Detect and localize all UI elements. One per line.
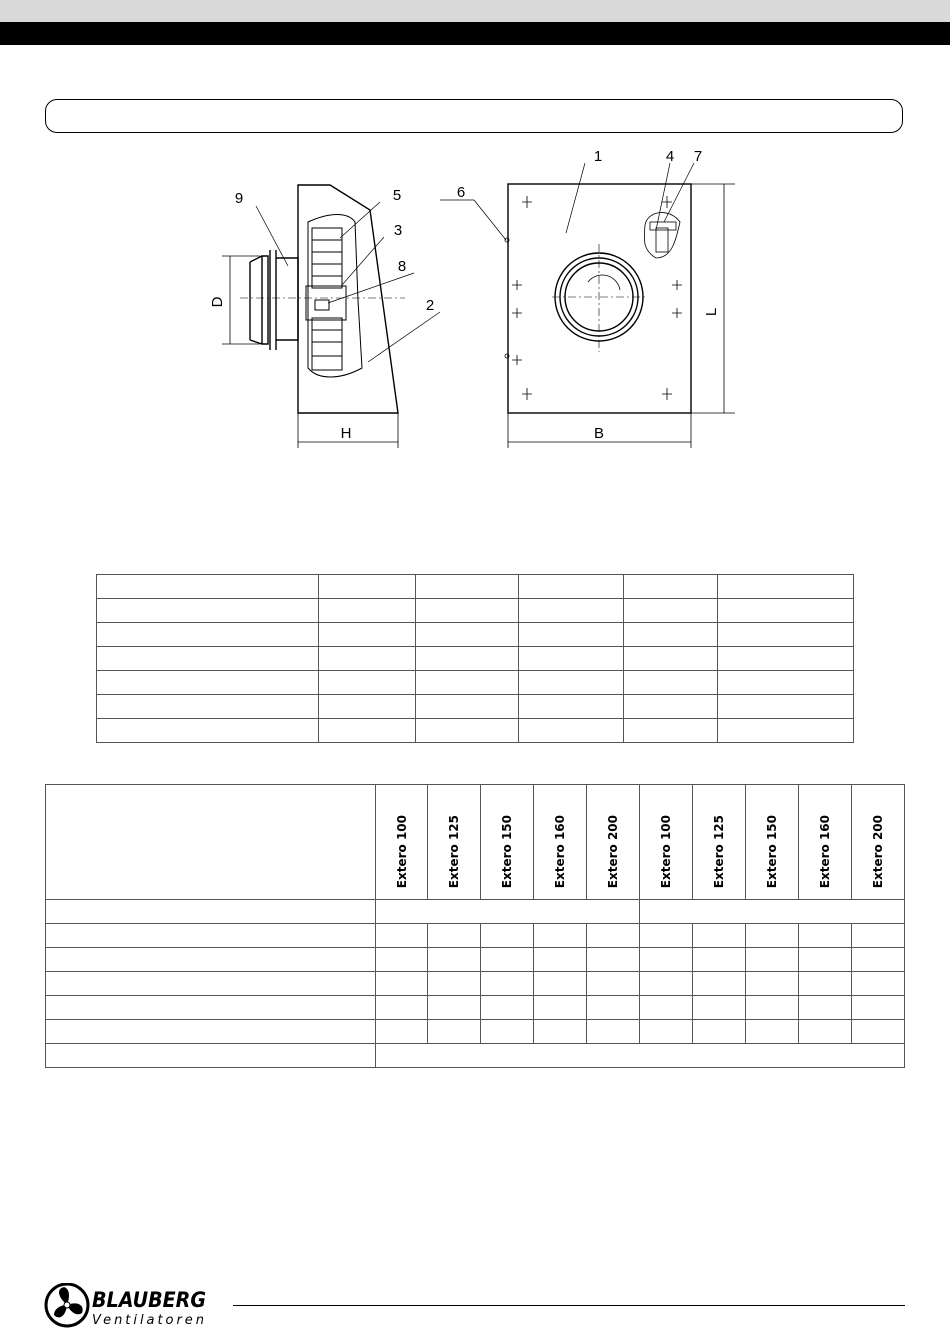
column-header: Extero 125 [712,814,727,888]
dimensions-table [96,574,854,743]
logo-brand: BLAUBERG [92,1288,206,1312]
table-row [97,671,854,695]
column-header: Extero 125 [447,814,462,888]
table-row [46,996,905,1020]
logo-subtitle: Ventilatoren [92,1313,204,1328]
table-row [46,1020,905,1044]
callout-9: 9 [234,190,244,207]
column-header: Extero 100 [659,814,674,888]
callout-3: 3 [393,222,403,239]
blauberg-logo [44,1283,214,1329]
dimension-h: H [340,425,352,442]
column-header: Extero 150 [500,814,515,888]
table-row [46,1044,905,1068]
technical-drawing [200,140,760,460]
column-header: Extero 160 [553,814,568,888]
callout-1: 1 [593,148,603,165]
footer-rule [233,1305,905,1306]
callout-7: 7 [693,148,703,165]
technical-data-table [45,784,905,1068]
header-bar-black [0,22,950,45]
table-row [97,719,854,743]
column-header: Extero 100 [394,814,409,888]
table-row [46,900,905,924]
table-row [97,647,854,671]
column-header: Extero 200 [870,814,885,888]
table-row [46,972,905,996]
column-header: Extero 200 [606,814,621,888]
dimension-b: B [593,425,605,442]
callout-8: 8 [397,258,407,275]
table-row [97,575,854,599]
table-row [97,599,854,623]
table-header-row [46,785,905,900]
header-bar-grey [0,0,950,22]
dimension-d: D [209,296,226,308]
table-row [97,623,854,647]
dimension-l: L [703,307,720,317]
callout-5: 5 [392,187,402,204]
fan-icon [46,1284,88,1326]
callout-2: 2 [425,297,435,314]
callout-6: 6 [456,184,466,201]
column-header: Extero 160 [818,814,832,888]
table-row [97,695,854,719]
table-row [46,948,905,972]
table-row [46,924,905,948]
section-title-box [45,99,903,133]
column-header: Extero 150 [765,814,780,888]
callout-4: 4 [665,148,675,165]
